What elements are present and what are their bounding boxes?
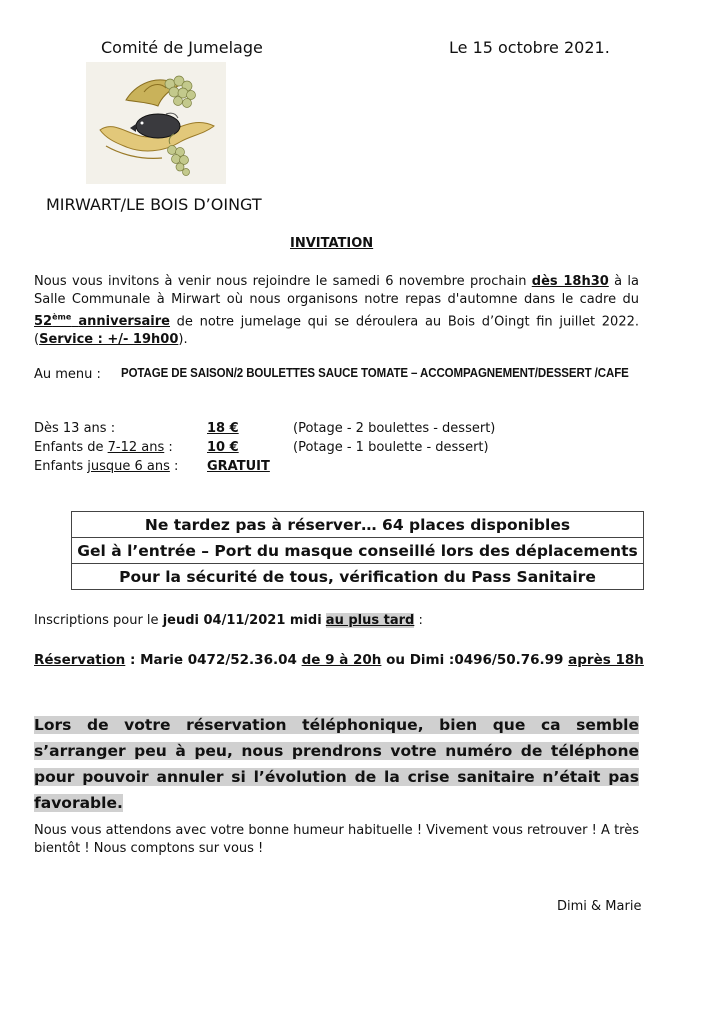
anniversary-number: 52 — [34, 314, 53, 330]
anniversary-word: anniversaire — [78, 314, 170, 330]
inscription-deadline: jeudi 04/11/2021 midi — [162, 613, 322, 628]
price-category: : — [164, 440, 173, 455]
price-row — [34, 421, 115, 437]
warning-paragraph — [34, 712, 639, 816]
price-category: Enfants de — [34, 440, 108, 455]
reservation-after: après 18h — [568, 652, 644, 668]
anniversary — [34, 314, 170, 329]
reservation-contact: : Marie 0472/52.36.04 — [125, 652, 302, 668]
document-title: INVITATION — [290, 236, 374, 251]
price-category: Dès 13 ans : — [34, 421, 116, 436]
notices-table — [71, 511, 644, 590]
intro-text: à la Salle Communale à Mirwart où nous organisons notre repas d'automne dans le cadre du — [34, 274, 639, 307]
menu-label: Au menu : — [34, 367, 101, 382]
price-description: (Potage - 2 boulettes - dessert) — [293, 421, 496, 436]
price-value: GRATUIT — [207, 459, 270, 474]
closing-paragraph: Nous vous attendons avec votre bonne humeur habituelle ! Vivement vous retrouver ! A très bientôt ! Nous comptons sur vous ! — [34, 823, 639, 856]
inscription-text: Inscriptions pour le — [34, 613, 163, 628]
notice-cell: Ne tardez pas à réserver… 64 places disponibles — [72, 512, 644, 538]
intro-text: de notre jumelage qui se déroulera au Bois d’Oingt fin juillet 2022. ( — [34, 314, 640, 348]
price-value: 10 € — [207, 440, 239, 455]
reservation-contact: ou Dimi :0496/50.76.99 — [381, 652, 569, 668]
price-age-range: jusque 6 ans — [87, 459, 170, 474]
twinning-logo — [86, 62, 226, 184]
notice-cell: Gel à l’entrée – Port du masque conseillé lors des déplacements — [72, 538, 644, 564]
invitation-paragraph — [34, 273, 639, 349]
notice-cell: Pour la sécurité de tous, vérification du Pass Sanitaire — [72, 564, 644, 590]
intro-text: ). — [178, 332, 188, 348]
service-time: Service : +/- 19h00 — [39, 332, 179, 348]
notice-row — [72, 564, 644, 590]
price-value: 18 € — [207, 421, 239, 436]
letter-date: Le 15 octobre 2021. — [449, 38, 610, 57]
notice-row — [72, 512, 644, 538]
start-time: dès 18h30 — [531, 274, 609, 289]
intro-text: Nous vous invitons à venir nous rejoindre le samedi 6 novembre prochain — [34, 274, 532, 289]
reservation-hours: de 9 à 20h — [301, 652, 382, 668]
price-description: (Potage - 1 boulette - dessert) — [293, 440, 489, 455]
inscription-late-note: au plus tard — [325, 613, 415, 628]
price-row — [34, 440, 173, 456]
price-row — [34, 459, 178, 475]
signature: Dimi & Marie — [557, 899, 642, 914]
anniversary-ordinal: ème — [52, 313, 72, 322]
reservation-label: Réservation — [34, 652, 126, 668]
price-category: : — [169, 459, 179, 474]
menu-items: POTAGE DE SAISON/2 BOULETTES SAUCE TOMATE – ACCOMPAGNEMENT/DESSERT /CAFE — [121, 366, 629, 380]
price-category: Enfants — [34, 459, 88, 474]
inscription-text: : — [414, 613, 423, 628]
organization-name: Comité de Jumelage — [101, 38, 263, 57]
price-age-range: 7-12 ans — [107, 440, 165, 455]
boar-grapes-emblem-icon — [86, 62, 226, 184]
warning-text: Lors de votre réservation téléphonique, bien que ca semble s’arranger peu à peu, nous prendrons votre numéro de téléphone pour pouvoir annuler si l’évolution de la crise sanitaire n’était pas favorable. — [34, 716, 639, 812]
notice-row — [72, 538, 644, 564]
twinning-towns: MIRWART/LE BOIS D’OINGT — [46, 195, 262, 214]
reservation-line — [34, 652, 644, 668]
inscription-line — [34, 612, 423, 630]
